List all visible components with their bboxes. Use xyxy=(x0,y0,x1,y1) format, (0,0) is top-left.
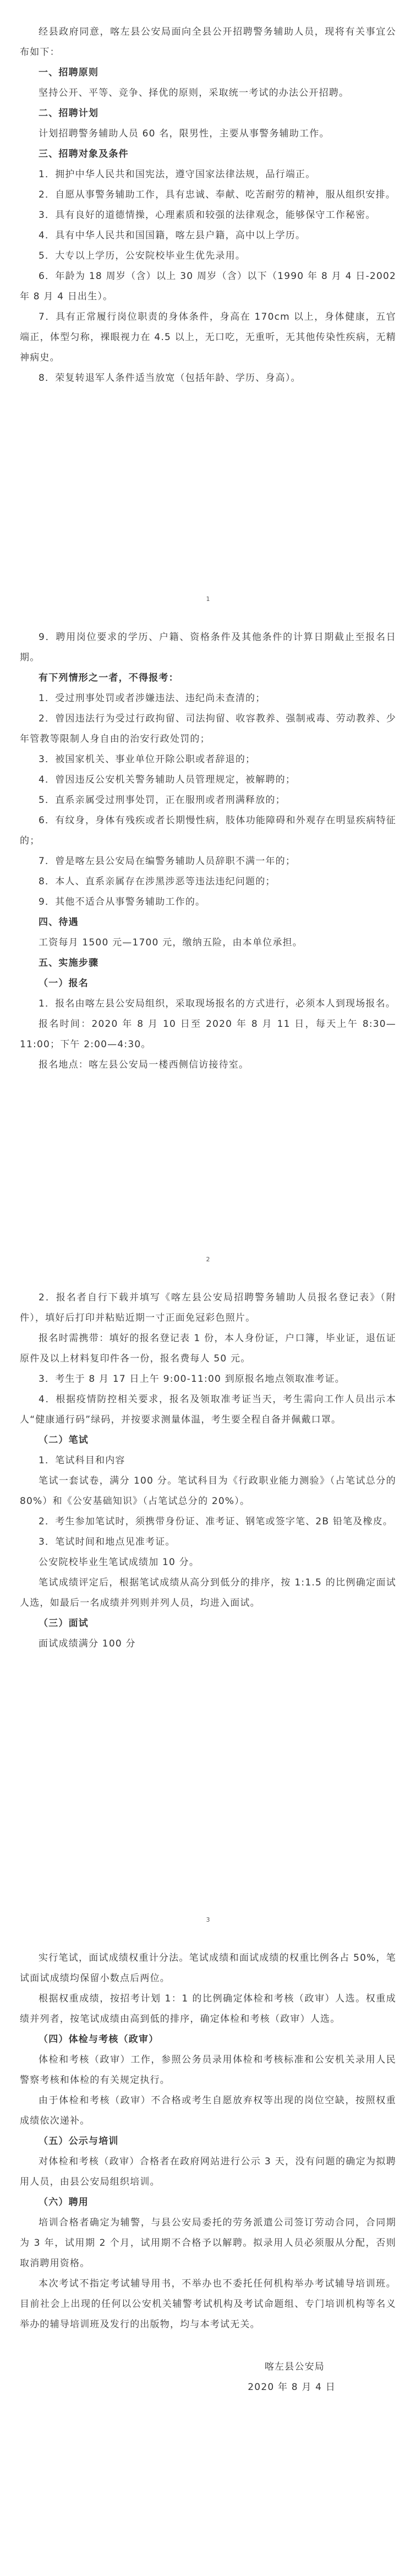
signature-date: 2020 年 8 月 4 日 xyxy=(248,2382,336,2393)
paragraph: 由于体检和考核（政审）不合格或考生自愿放弃权等出现的岗位空缺，按照权重成绩依次递补。 xyxy=(20,2095,396,2126)
paragraph: 5．直系亲属受过刑事处罚，正在服刑或者刑满释放的； xyxy=(39,795,286,806)
paragraph: 笔试成绩评定后，根据笔试成绩从高分到低分的排序，按 1:1.5 的比例确定面试人选，如最后一名成绩并列则并列人员，均进入面试。 xyxy=(20,1577,396,1609)
paragraph: 4．根据疫情防控相关要求，报名及领取准考证当天，考生需向工作人员出示本人“健康通行码”绿码，并按要求测量体温，考生要全程自备并佩戴口罩。 xyxy=(20,1394,396,1425)
section-heading: 四、待遇 xyxy=(39,917,79,928)
page-number: 1 xyxy=(206,595,210,603)
paragraph: 3．具有良好的道德情操，心理素质和较强的法律观念，能够保守工作秘密。 xyxy=(39,210,376,221)
page-3 xyxy=(0,1288,416,1654)
paragraph: 对体检和考核（政审）合格者在政府网站进行公示 3 天，没有问题的确定为拟聘用人员，由县公安局组织培训。 xyxy=(20,2156,396,2187)
paragraph: 报名地点：喀左县公安局一楼西侧信访接待室。 xyxy=(39,1059,249,1070)
paragraph: 6．有纹身，身体有残疾或者长期慢性病，肢体功能障碍和外观存在明显疾病特征的； xyxy=(20,815,396,846)
paragraph: 8．荣复转退军人条件适当放宽（包括年龄、学历、身高）。 xyxy=(39,373,301,384)
paragraph: 工资每月 1500 元—1700 元，缴纳五险，由本单位承担。 xyxy=(39,937,303,948)
paragraph: 7．曾是喀左县公安局在编警务辅助人员辞职不满一年的； xyxy=(39,856,296,867)
paragraph: 1．报名由喀左县公安局组织，采取现场报名的方式进行，必须本人到现场报名。 xyxy=(39,998,396,1009)
paragraph: 9．其他不适合从事警务辅助工作的。 xyxy=(39,896,206,907)
paragraph: 实行笔试，面试成绩权重计分法。笔试成绩和面试成绩的权重比例各占 50%，笔试面试成绩均保留小数点后两位。 xyxy=(20,1952,396,1984)
paragraph: 笔试一套试卷，满分 100 分。笔试科目为《行政职业能力测验》（占笔试总分的 80%）和《公安基础知识》（占笔试总分的 20%）。 xyxy=(20,1475,396,1507)
paragraph: 本次考试不指定考试辅导用书，不举办也不委托任何机构举办考试辅导培训班。目前社会上出现的任何以公安机关辅警考试机构及考试命题组、专门培训机构等名义举办的辅导培训班及发行的出版物，均与本考试无关。 xyxy=(20,2278,396,2330)
paragraph: 公安院校毕业生笔试成绩加 10 分。 xyxy=(39,1557,200,1568)
paragraph: 经县政府同意，喀左县公安局面向全县公开招聘警务辅助人员，现将有关事宜公布如下： xyxy=(20,26,396,58)
section-heading: （六）聘用 xyxy=(39,2197,89,2208)
paragraph: 4．具有中华人民共和国国籍，喀左县户籍，高中以上学历。 xyxy=(39,230,306,241)
page-number: 3 xyxy=(206,1916,210,1923)
page-number: 2 xyxy=(206,1256,210,1263)
section-heading: 一、招聘原则 xyxy=(39,67,99,78)
section-heading: 三、招聘对象及条件 xyxy=(39,149,129,160)
paragraph: 体检和考核（政审）工作，参照公务员录用体检和考核标准和公安机关录用人民警察考核和体检的有关规定执行。 xyxy=(20,2054,396,2086)
paragraph: 6．年龄为 18 周岁（含）以上 30 周岁（含）以下（1990 年 8 月 4 日-2002 年 8 月 4 日出生）。 xyxy=(20,271,396,302)
paragraph: 9．聘用岗位要求的学历、户籍、资格条件及其他条件的计算日期截止至报名日期。 xyxy=(20,632,396,663)
section-heading: （一）报名 xyxy=(39,978,89,989)
paragraph: 报名时需携带：填好的报名登记表 1 份，本人身份证，户口簿，毕业证，退伍证原件及以上材料复印件各一份，报名费每人 50 元。 xyxy=(20,1333,396,1364)
paragraph: 4．曾因违反公安机关警务辅助人员管理规定，被解聘的； xyxy=(39,774,296,785)
section-heading: 有下列情形之一者，不得报考： xyxy=(39,672,179,683)
paragraph: 5．大专以上学历，公安院校毕业生优先录用。 xyxy=(39,250,246,261)
paragraph: 8．本人、直系亲属存在涉黑涉恶等违法违纪问题的； xyxy=(39,876,276,887)
paragraph: 1．受过刑事处罚或者涉嫌违法、违纪尚未查清的； xyxy=(39,693,266,704)
paragraph: 1．笔试科目和内容 xyxy=(39,1455,125,1466)
paragraph: 面试成绩满分 100 分 xyxy=(39,1638,136,1649)
signature-org: 喀左县公安局 xyxy=(264,2361,325,2372)
section-heading: （三）面试 xyxy=(39,1618,89,1629)
paragraph: 2．报名者自行下载并填写《喀左县公安局招聘警务辅助人员报名登记表》（附件），填好后打印并粘贴近期一寸正面免冠彩色照片。 xyxy=(20,1292,396,1323)
paragraph: 7．具有正常履行岗位职责的身体条件，身高在 170cm 以上，身体健康，五官端正，体型匀称，裸眼视力在 4.5 以上，无口吃，无重听，无其他传染性疾病，无精神病史。 xyxy=(20,311,396,363)
section-heading: （二）笔试 xyxy=(39,1435,89,1446)
paragraph: 3．笔试时间和地点见准考证。 xyxy=(39,1536,176,1547)
paragraph: 1．拥护中华人民共和国宪法，遵守国家法律法规，品行端正。 xyxy=(39,169,316,180)
paragraph: 2．自愿从事警务辅助工作，具有忠诚、奉献、吃苦耐劳的精神，服从组织安排。 xyxy=(39,189,396,200)
section-heading: 二、招聘计划 xyxy=(39,108,99,119)
section-heading: （四）体检与考核（政审） xyxy=(39,2034,159,2045)
paragraph: 2．曾因违法行为受过行政拘留、司法拘留、收容教养、强制戒毒、劳动教养、少年管教等限制人身自由的治安行政处罚的； xyxy=(20,713,396,745)
paragraph: 根据权重成绩，按招考计划 1：1 的比例确定体检和考核（政审）人选。权重成绩并列者，按笔试成绩由高到低的排序，确定体检和考核（政审）人选。 xyxy=(20,1993,396,2025)
page-1 xyxy=(0,22,416,389)
paragraph: 坚持公开、平等、竞争、择优的原则，采取统一考试的办法公开招聘。 xyxy=(39,87,349,99)
paragraph: 培训合格者确定为辅警，与县公安局委托的劳务派遣公司签订劳动合同，合同期为 3 年，试用期 2 个月，试用期不合格予以解聘。拟录用人员必须服从分配，否则取消聘用资格。 xyxy=(20,2217,396,2269)
page-4 xyxy=(0,1948,416,2398)
section-heading: 五、实施步骤 xyxy=(39,958,99,969)
section-heading: （五）公示与培训 xyxy=(39,2136,119,2147)
paragraph: 报名时间：2020 年 8 月 10 日至 2020 年 8 月 11 日，每天上午 8:30—11:00；下午 2:00—4:30。 xyxy=(20,1019,396,1050)
paragraph: 3．考生于 8 月 17 日上午 9:00-11:00 到原报名地点领取准考证。 xyxy=(39,1374,345,1385)
page-2 xyxy=(0,627,416,1075)
paragraph: 计划招聘警务辅助人员 60 名，限男性，主要从事警务辅助工作。 xyxy=(39,128,330,139)
paragraph: 2．考生参加笔试时，须携带身份证、准考证、钢笔或签字笔、2B 铅笔及橡皮。 xyxy=(39,1516,393,1527)
paragraph: 3．被国家机关、事业单位开除公职或者辞退的； xyxy=(39,754,256,765)
